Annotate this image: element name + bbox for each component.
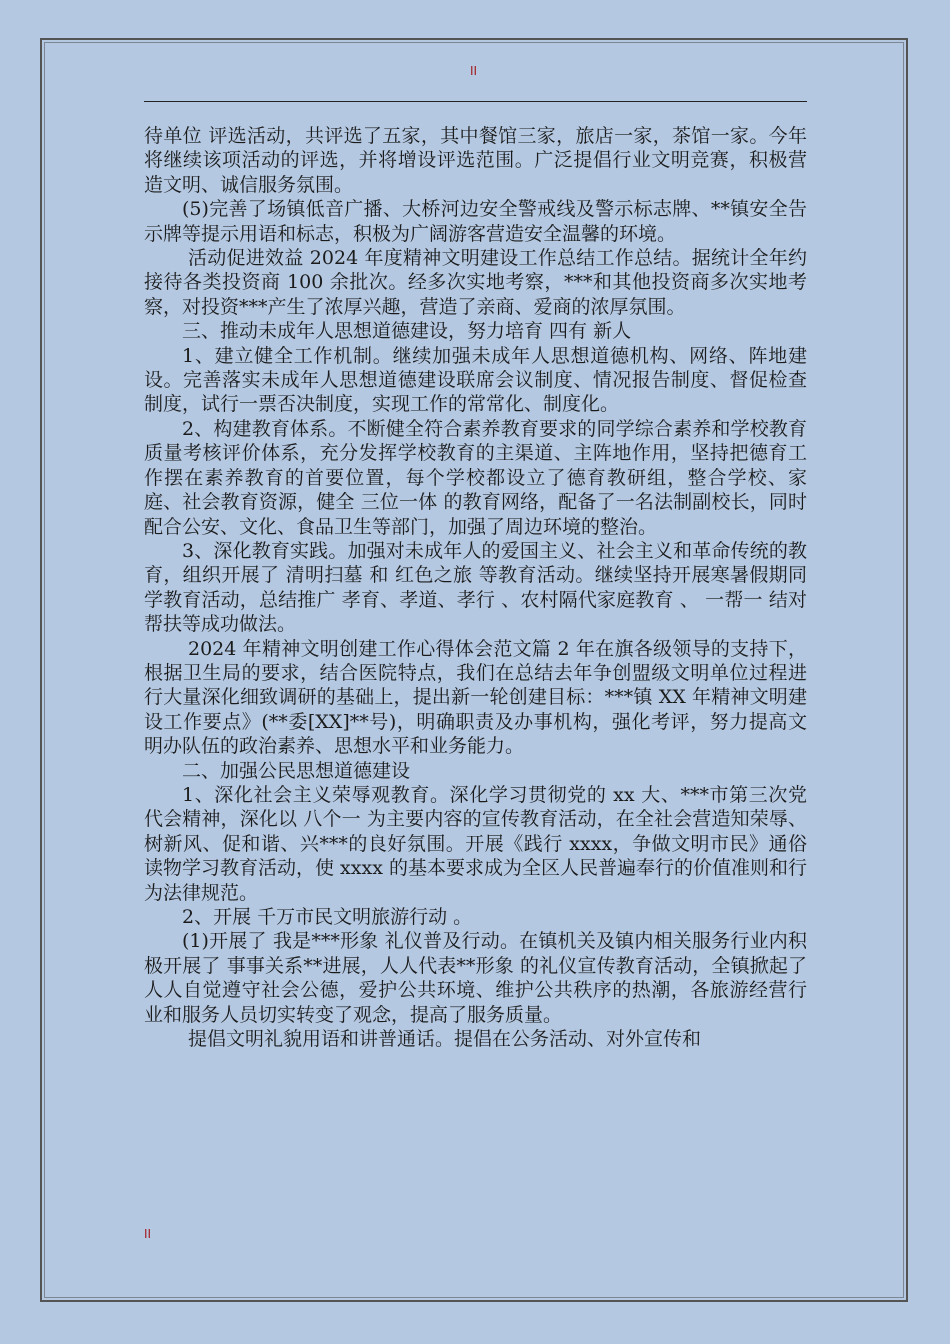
paragraph: 待单位 评选活动，共评选了五家，其中餐馆三家，旅店一家，茶馆一家。今年将继续该项活动的评选，并将增设评选范围。广泛提倡行业文明竞赛，积极营造文明、诚信服务氛围。 (144, 125, 807, 196)
section-heading: 三、推动未成年人思想道德建设，努力培育 四有 新人 (182, 320, 632, 343)
paragraph: 1、深化社会主义荣辱观教育。深化学习贯彻党的 xx 大、***市第三次党代会精神，深化以 八个一 为主要内容的宣传教育活动，在全社会营造知荣辱、树新风、促和谐、兴***的良好氛围。开展《践行 xxxx，争做文明市民》通俗读物学习教育活动，使 xxxx 的基本要求成为全区人民普遍奉行的价值准则和行为法律规范。 (144, 783, 807, 904)
paragraph: 3、深化教育实践。加强对未成年人的爱国主义、社会主义和革命传统的教育，组织开展了 清明扫墓 和 红色之旅 等教育活动。继续坚持开展寒暑假期同学教育活动，总结推广 孝育、孝道、孝行 、农村隔代家庭教育 、 一帮一 结对帮扶等成功做法。 (144, 539, 807, 636)
section-heading: 二、加强公民思想道德建设 (182, 759, 411, 782)
paragraph: (1)开展了 我是***形象 礼仪普及行动。在镇机关及镇内相关服务行业内积极开展了 事事关系**进展，人人代表**形象 的礼仪宣传教育活动，全镇掀起了人人自觉遵守社会公德，爱护公共环境、维护公共秩序的热潮，各旅游经营行业和服务人员切实转变了观念，提高了服务质量。 (144, 930, 807, 1026)
paragraph: 活动促进效益 2024 年度精神文明建设工作总结工作总结。据统计全年约接待各类投资商 100 余批次。经多次实地考察，***和其他投资商多次实地考察，对投资***产生了浓厚兴趣，营造了亲商、爱商的浓厚氛围。 (144, 247, 807, 318)
paragraph: 提倡文明礼貌用语和讲普通话。提倡在公务活动、对外宣传和 (188, 1028, 702, 1051)
paragraph: (5)完善了场镇低音广播、大桥河边安全警戒线及警示标志牌、**镇安全告示牌等提示用语和标志，积极为广阔游客营造安全温馨的环境。 (144, 198, 807, 245)
document-body (144, 124, 807, 1051)
header-mark: II (470, 64, 478, 78)
paragraph: 2、开展 千万市民文明旅游行动 。 (182, 906, 473, 928)
header-divider (144, 101, 807, 102)
footer-mark: II (144, 1227, 152, 1241)
paragraph: 2、构建教育体系。不断健全符合素养教育要求的同学综合素养和学校教育质量考核评价体系，充分发挥学校教育的主渠道、主阵地作用，坚持把德育工作摆在素养教育的首要位置，每个学校都设立了德育教研组，整合学校、家庭、社会教育资源，健全 三位一体 的教育网络，配备了一名法制副校长，同时配合公安、文化、食品卫生等部门，加强了周边环境的整治。 (144, 417, 807, 538)
paragraph: 1、建立健全工作机制。继续加强未成年人思想道德机构、网络、阵地建设。完善落实未成年人思想道德建设联席会议制度、情况报告制度、督促检查制度，试行一票否决制度，实现工作的常常化、制度化。 (144, 344, 807, 416)
paragraph: 2024 年精神文明创建工作心得体会范文篇 2 年在旗各级领导的支持下，根据卫生局的要求，结合医院特点，我们在总结去年争创盟级文明单位过程进行大量深化细致调研的基础上，提出新一轮创建目标：***镇 XX 年精神文明建设工作要点》(**委[XX]**号)，明确职责及办事机构，强化考评，努力提高文明办队伍的政治素养、思想水平和业务能力。 (144, 637, 807, 758)
